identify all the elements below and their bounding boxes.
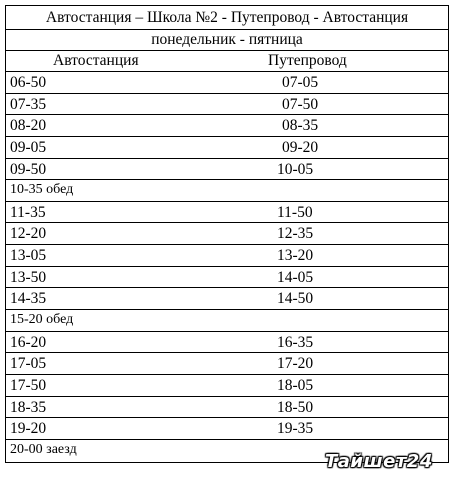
table-row: [6, 310, 448, 332]
depart-autostation-time: 16-20: [10, 333, 47, 351]
table-row: [6, 418, 448, 440]
depart-overpass-time: 10-05: [277, 160, 314, 178]
depart-autostation-time: 08-20: [10, 117, 47, 135]
depart-autostation-time: 12-20: [10, 225, 47, 243]
depart-autostation-time: 10-35 обед: [10, 182, 74, 198]
table-row: [6, 159, 448, 181]
depart-overpass-time: 13-20: [277, 247, 314, 265]
depart-autostation-time: 20-00 заезд: [10, 441, 77, 457]
table-row: [6, 115, 448, 137]
days-subtitle-text: понедельник - пятница: [151, 31, 303, 48]
depart-overpass-time: 16-35: [277, 333, 314, 351]
depart-overpass-time: 07-50: [282, 95, 319, 113]
table-row: [6, 375, 448, 397]
header-from: Автостанция: [53, 52, 139, 69]
table-row: [6, 245, 448, 267]
depart-overpass-time: 14-50: [277, 290, 314, 308]
table-row: [6, 202, 448, 224]
depart-autostation-time: 09-05: [10, 138, 47, 156]
table-row: [6, 180, 448, 202]
depart-overpass-time: 18-50: [277, 398, 314, 416]
depart-autostation-time: 18-35: [10, 398, 47, 416]
route-title-text: Автостанция – Школа №2 - Путепровод - Автостанция: [45, 8, 409, 26]
depart-overpass-time: 17-20: [277, 355, 314, 373]
depart-autostation-time: 17-05: [10, 355, 47, 373]
depart-autostation-time: 09-50: [10, 160, 47, 178]
depart-overpass-time: 07-05: [282, 74, 319, 91]
table-row: [6, 267, 448, 289]
depart-overpass-time: 08-35: [282, 117, 319, 135]
depart-autostation-time: 17-50: [10, 376, 47, 394]
table-row: [6, 94, 448, 116]
table-row: [6, 332, 448, 354]
site-watermark: Тайшет24: [325, 451, 433, 472]
days-subtitle: [6, 30, 448, 51]
depart-autostation-time: 19-20: [10, 420, 47, 438]
depart-overpass-time: 09-20: [282, 138, 319, 156]
depart-autostation-time: 15-20 обед: [10, 312, 74, 328]
schedule-table: [5, 5, 449, 463]
depart-autostation-time: 06-50: [10, 74, 47, 91]
table-row: [6, 397, 448, 419]
table-row: [6, 288, 448, 310]
schedule-rows: [6, 72, 448, 462]
depart-overpass-time: 19-35: [277, 420, 314, 438]
depart-overpass-time: 12-35: [277, 225, 314, 243]
depart-autostation-time: 07-35: [10, 95, 47, 113]
table-row: [6, 353, 448, 375]
header-to: Путепровод: [268, 52, 347, 69]
column-headers: [6, 51, 448, 72]
table-row: [6, 223, 448, 245]
depart-overpass-time: 18-05: [277, 376, 314, 394]
table-row: [6, 72, 448, 94]
depart-autostation-time: 13-50: [10, 268, 47, 286]
depart-autostation-time: 14-35: [10, 290, 47, 308]
route-title: [6, 6, 448, 30]
depart-autostation-time: 13-05: [10, 247, 47, 265]
depart-overpass-time: 11-50: [277, 203, 313, 221]
depart-overpass-time: 14-05: [277, 268, 314, 286]
depart-autostation-time: 11-35: [10, 203, 46, 221]
table-row: [6, 137, 448, 159]
